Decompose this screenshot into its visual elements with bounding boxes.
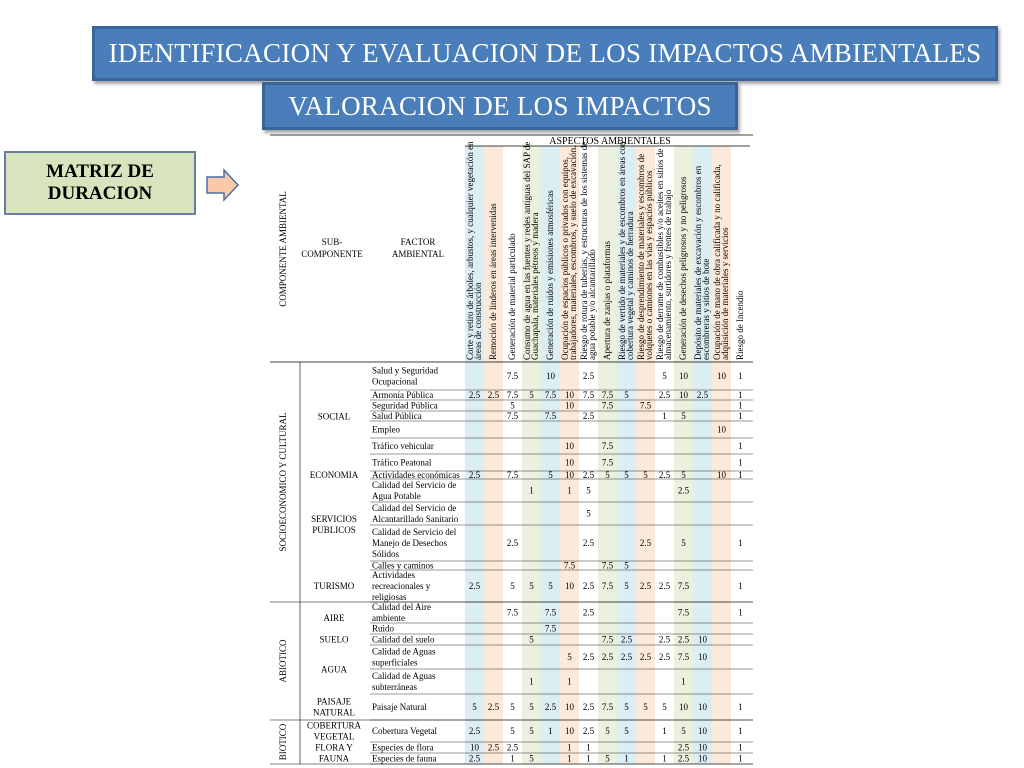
factor-label: Paisaje Natural — [372, 702, 427, 712]
subcomponent-label: PUBLICOS — [312, 525, 356, 535]
matrix-cell: 2.5 — [582, 702, 595, 712]
matrix-cell: 5 — [662, 371, 667, 381]
matrix-cell: 2.5 — [677, 485, 690, 496]
matrix-cell: 2.5 — [677, 742, 690, 753]
matrix-cell: 5 — [548, 470, 553, 480]
matrix-cell: 1 — [586, 753, 591, 764]
component-label: ABIOTICO — [278, 639, 288, 683]
matrix-cell: 10 — [698, 742, 707, 753]
matrix-cell: 10 — [698, 753, 707, 764]
matrix-cell: 7.5 — [601, 441, 614, 451]
matrix-cell: 5 — [567, 652, 572, 662]
subcomponent-label: SERVICIOS — [311, 514, 357, 524]
matrix-cell: 2.5 — [582, 726, 595, 736]
matrix-cell: 10 — [698, 652, 707, 662]
matrix-cell: 1 — [567, 742, 572, 753]
aspect-header: Generación de ruidos y emisiones atmosféricas — [545, 190, 555, 360]
factor-label: Cobertura Vegetal — [372, 726, 438, 736]
aspect-header: Riesgo de desprendimiento de materiales y escombros de — [636, 153, 646, 360]
aspect-header: agua potable y/o alcantarillado — [587, 249, 597, 360]
matrix-cell: 5 — [624, 581, 629, 591]
matrix-cell: 1 — [662, 411, 667, 421]
matrix-cell: 5 — [529, 753, 534, 764]
factor-label: Especies de fauna — [372, 753, 437, 764]
matrix-cell: 10 — [565, 390, 574, 400]
aspect-header: Riesgo de derrame de combustibles y/o aceites en sitios de — [655, 148, 665, 360]
factor-label: Manejo de Desechos — [372, 538, 447, 548]
matrix-cell: 2.5 — [582, 538, 595, 548]
matrix-cell: 2.5 — [468, 726, 481, 736]
aspect-header: Remoción de linderos en áreas intervenidas — [488, 203, 498, 360]
matrix-cell: 7.5 — [582, 390, 595, 400]
matrix-cell: 5 — [624, 726, 629, 736]
aspect-header: trabajadores, materiales, escombros, y suelo de excavación. — [568, 145, 578, 360]
factor-label: Tráfico Peatonal — [372, 457, 432, 468]
subcomponent-label: SUELO — [319, 634, 349, 645]
component-label: SOCIOECONOMICO Y CULTURAL — [278, 412, 288, 552]
subcomponent-label: PAISAJE — [316, 696, 352, 707]
matrix-cell: 1 — [586, 742, 591, 753]
matrix-cell: 2.5 — [582, 581, 595, 591]
aspect-header: Riesgo de rotura de tuberías, y estructuras de los sistemas de — [579, 141, 589, 360]
factor-label: Calidad de Aguas — [372, 671, 436, 681]
matrix-cell: 2.5 — [639, 538, 652, 548]
factor-label: superficiales — [372, 657, 418, 668]
column-stripe — [598, 146, 617, 764]
matrix-cell: 2.5 — [468, 753, 481, 764]
factor-label: Calidad de Aguas — [372, 646, 436, 657]
factor-label: Ruido — [372, 623, 395, 634]
matrix-cell: 10 — [679, 371, 688, 381]
matrix-cell: 5 — [529, 634, 534, 645]
factor-label: Empleo — [372, 424, 400, 435]
aspect-header: Guachapala, materiales pétreos y madera — [530, 212, 540, 360]
matrix-cell: 1 — [567, 485, 572, 496]
factor-label: Tráfico vehicular — [372, 441, 434, 451]
matrix-cell: 1 — [738, 457, 743, 468]
component-header: COMPONENTE AMBIENTAL — [278, 191, 288, 307]
factor-label: recreacionales y — [372, 581, 431, 591]
factor-label: Calidad del suelo — [372, 634, 435, 645]
matrix-cell: 2.5 — [506, 742, 519, 753]
matrix-cell: 2.5 — [620, 634, 633, 645]
matrix-label-line1: MATRIZ DE — [46, 161, 154, 182]
matrix-cell: 5 — [681, 411, 686, 421]
matrix-cell: 10 — [679, 702, 688, 712]
matrix-cell: 5 — [662, 702, 667, 712]
factor-label: ambiente — [372, 613, 405, 623]
factor-label: Especies de flora — [372, 742, 434, 753]
matrix-cell: 1 — [738, 470, 743, 480]
subcomponent-label: COBERTURA — [307, 720, 361, 731]
matrix-cell: 2.5 — [487, 390, 500, 400]
matrix-cell: 7.5 — [506, 411, 519, 421]
factor-label: Ocupacional — [372, 376, 418, 387]
matrix-cell: 2.5 — [487, 742, 500, 753]
matrix-cell: 7.5 — [563, 560, 576, 571]
matrix-cell: 10 — [698, 702, 707, 712]
matrix-cell: 1 — [567, 753, 572, 764]
matrix-cell: 5 — [510, 726, 515, 736]
matrix-cell: 5 — [681, 470, 686, 480]
matrix-cell: 5 — [529, 581, 534, 591]
subcomponent-label: ECONOMIA — [309, 470, 359, 480]
matrix-cell: 5 — [529, 726, 534, 736]
matrix-cell: 5 — [605, 753, 610, 764]
subcomponent-label: NATURAL — [313, 707, 355, 718]
matrix-cell: 7.5 — [677, 607, 690, 618]
factor-label: Calidad del Servicio de — [372, 503, 457, 513]
matrix-cell: 2.5 — [677, 753, 690, 764]
aspect-header: escombreras y sitios de bote — [701, 258, 711, 360]
matrix-cell: 7.5 — [506, 371, 519, 381]
matrix-cell: 10 — [717, 424, 726, 435]
aspect-header: Riesgo de vertido de materiales y de escombros en áreas con — [617, 141, 627, 360]
aspect-header: Ocupación de espacios públicos o privados con equipos, — [560, 157, 570, 360]
subcomponent-header: SUB- — [321, 237, 343, 247]
factor-header: FACTOR — [400, 237, 436, 247]
aspects-header: ASPECTOS AMBIENTALES — [549, 136, 671, 147]
main-title: IDENTIFICACION Y EVALUACION DE LOS IMPACTOS AMBIENTALES — [108, 38, 982, 68]
aspect-header: cobertura vegetal y caminos de herradura — [625, 211, 635, 360]
matrix-cell: 5 — [472, 702, 477, 712]
matrix-cell: 7.5 — [601, 634, 614, 645]
matrix-cell: 1 — [738, 411, 743, 421]
matrix-cell: 7.5 — [601, 457, 614, 468]
matrix-cell: 5 — [605, 470, 610, 480]
subtitle-banner — [262, 82, 738, 130]
matrix-cell: 7.5 — [544, 411, 557, 421]
aspect-header: Riesgo de Incendio — [735, 290, 745, 360]
factor-label: Agua Potable — [372, 491, 421, 501]
matrix-cell: 7.5 — [601, 400, 614, 411]
matrix-cell: 7.5 — [601, 560, 614, 571]
matrix-cell: 1 — [738, 742, 743, 753]
matrix-cell: 7.5 — [601, 390, 614, 400]
aspect-header: Depósito de materiales de excavación y escombros en — [693, 165, 703, 360]
matrix-cell: 10 — [546, 371, 555, 381]
matrix-cell: 7.5 — [506, 390, 519, 400]
factor-label: Salud y Seguridad — [372, 365, 438, 376]
matrix-cell: 2.5 — [582, 652, 595, 662]
matrix-cell: 2.5 — [582, 607, 595, 618]
subtitle: VALORACION DE LOS IMPACTOS — [288, 90, 712, 121]
matrix-cell: 2.5 — [620, 652, 633, 662]
matrix-cell: 5 — [624, 390, 629, 400]
matrix-cell: 7.5 — [544, 623, 557, 634]
matrix-cell: 1 — [738, 371, 743, 381]
matrix-cell: 5 — [681, 538, 686, 548]
matrix-cell: 1 — [738, 581, 743, 591]
aspect-header: Consumo de agua en las fuentes y redes antiguas del SAP de — [522, 141, 532, 360]
matrix-cell: 5 — [624, 560, 629, 571]
matrix-cell: 2.5 — [601, 652, 614, 662]
matrix-cell: 2.5 — [487, 702, 500, 712]
matrix-cell: 2.5 — [639, 581, 652, 591]
matrix-cell: 1 — [738, 607, 743, 618]
matrix-cell: 2.5 — [544, 702, 557, 712]
matrix-cell: 7.5 — [639, 400, 652, 411]
matrix-cell: 10 — [565, 400, 574, 411]
matrix-cell: 10 — [565, 702, 574, 712]
matrix-cell: 5 — [529, 702, 534, 712]
matrix-cell: 10 — [565, 581, 574, 591]
matrix-cell: 2.5 — [658, 581, 671, 591]
matrix-cell: 2.5 — [658, 470, 671, 480]
aspect-header: Corte y retiro de árboles, arbustos, y cualquier vegetación en — [465, 141, 475, 360]
matrix-cell: 1 — [529, 676, 534, 687]
matrix-cell: 2.5 — [582, 470, 595, 480]
matrix-cell: 7.5 — [677, 581, 690, 591]
factor-header: AMBIENTAL — [391, 249, 445, 259]
matrix-cell: 5 — [586, 508, 591, 519]
matrix-cell: 1 — [738, 390, 743, 400]
matrix-cell: 10 — [679, 390, 688, 400]
matrix-cell: 10 — [698, 634, 707, 645]
matrix-cell: 1 — [662, 726, 667, 736]
aspect-header: almacenamiento, surtidores y frentes de trabajo — [663, 189, 673, 360]
matrix-cell: 10 — [565, 457, 574, 468]
matrix-cell: 7.5 — [677, 652, 690, 662]
aspect-header: adquisición de materiales y servicios — [720, 227, 730, 360]
arrow-right-icon — [206, 168, 240, 202]
aspect-header: Ocupación de mano de obra calificada y no calificada, — [712, 164, 722, 360]
aspect-header: Generación de desechos peligrosos y no peligrosos — [678, 176, 688, 360]
column-stripe — [731, 146, 750, 764]
matrix-cell: 5 — [529, 390, 534, 400]
aspect-header: Generación de material particulado — [507, 233, 517, 360]
matrix-cell: 7.5 — [506, 470, 519, 480]
duration-matrix — [270, 132, 756, 768]
matrix-cell: 10 — [717, 371, 726, 381]
factor-label: subterráneas — [372, 682, 417, 692]
matrix-cell: 2.5 — [658, 634, 671, 645]
matrix-cell: 5 — [510, 400, 515, 411]
matrix-cell: 10 — [717, 470, 726, 480]
matrix-cell: 2.5 — [696, 390, 709, 400]
matrix-label-box — [4, 151, 196, 215]
matrix-cell: 5 — [681, 726, 686, 736]
matrix-cell: 2.5 — [658, 652, 671, 662]
matrix-cell: 5 — [624, 702, 629, 712]
factor-label: Calidad de Servicio del — [372, 527, 457, 537]
matrix-cell: 1 — [567, 676, 572, 687]
matrix-cell: 7.5 — [601, 581, 614, 591]
subcomponent-label: SOCIAL — [317, 411, 351, 422]
factor-label: religiosas — [372, 592, 407, 602]
subcomponent-label: VEGETAL — [313, 731, 355, 742]
aspect-header: volquetes o camiones en las vías y espacios públicos — [644, 170, 654, 360]
matrix-cell: 5 — [605, 726, 610, 736]
matrix-cell: 10 — [470, 742, 479, 753]
matrix-cell: 5 — [643, 470, 648, 480]
matrix-cell: 1 — [681, 676, 686, 687]
matrix-cell: 5 — [510, 702, 515, 712]
subcomponent-label: FLORA Y — [315, 742, 353, 753]
subcomponent-label: TURISMO — [313, 581, 355, 591]
matrix-cell: 2.5 — [582, 411, 595, 421]
matrix-cell: 1 — [548, 726, 553, 736]
matrix-cell: 2.5 — [506, 538, 519, 548]
matrix-cell: 7.5 — [544, 390, 557, 400]
matrix-cell: 1 — [662, 753, 667, 764]
aspect-header: Apertura de zanjas o plataformas — [602, 241, 612, 360]
factor-label: Salud Pública — [372, 411, 422, 421]
factor-label: Calidad del Servicio de — [372, 480, 457, 490]
matrix-cell: 10 — [565, 441, 574, 451]
matrix-cell: 1 — [738, 702, 743, 712]
subcomponent-label: AGUA — [321, 664, 347, 675]
matrix-cell: 7.5 — [544, 607, 557, 618]
matrix-cell: 2.5 — [582, 371, 595, 381]
matrix-label-line2: DURACION — [47, 183, 153, 204]
factor-label: Armonía Pública — [372, 390, 434, 400]
matrix-cell: 10 — [698, 726, 707, 736]
matrix-cell: 1 — [738, 753, 743, 764]
factor-label: Actividades económicas — [372, 470, 460, 480]
factor-label: Calidad del Aire — [372, 602, 431, 612]
matrix-cell: 5 — [586, 485, 591, 496]
subcomponent-label: AIRE — [323, 613, 345, 623]
main-title-banner — [92, 26, 998, 81]
matrix-cell: 5 — [548, 581, 553, 591]
subcomponent-header: COMPONENTE — [301, 249, 363, 259]
matrix-cell: 10 — [565, 726, 574, 736]
aspect-header: áreas de construcción — [473, 282, 483, 360]
matrix-cell: 5 — [643, 702, 648, 712]
factor-label: Sólidos — [372, 549, 400, 559]
matrix-cell: 2.5 — [658, 390, 671, 400]
matrix-cell: 1 — [738, 538, 743, 548]
matrix-cell: 7.5 — [506, 607, 519, 618]
factor-label: Seguridad Pública — [372, 400, 438, 411]
matrix-cell: 2.5 — [468, 581, 481, 591]
matrix-cell: 2.5 — [677, 634, 690, 645]
matrix-cell: 1 — [738, 441, 743, 451]
matrix-cell: 2.5 — [639, 652, 652, 662]
matrix-cell: 5 — [624, 470, 629, 480]
subcomponent-label: FAUNA — [318, 753, 350, 764]
component-label: BIOTICO — [278, 723, 288, 761]
matrix-cell: 1 — [624, 753, 629, 764]
factor-label: Actividades — [372, 570, 415, 580]
matrix-cell: 1 — [510, 753, 515, 764]
matrix-cell: 1 — [738, 726, 743, 736]
matrix-cell: 1 — [738, 400, 743, 411]
matrix-cell: 7.5 — [601, 702, 614, 712]
factor-label: Alcantarillado Sanitario — [372, 514, 459, 524]
matrix-table — [270, 132, 756, 768]
matrix-cell: 5 — [510, 581, 515, 591]
matrix-cell: 10 — [565, 470, 574, 480]
matrix-cell: 1 — [529, 485, 534, 496]
matrix-cell: 2.5 — [468, 390, 481, 400]
factor-label: Calles y caminos — [372, 560, 434, 571]
matrix-cell: 2.5 — [468, 470, 481, 480]
